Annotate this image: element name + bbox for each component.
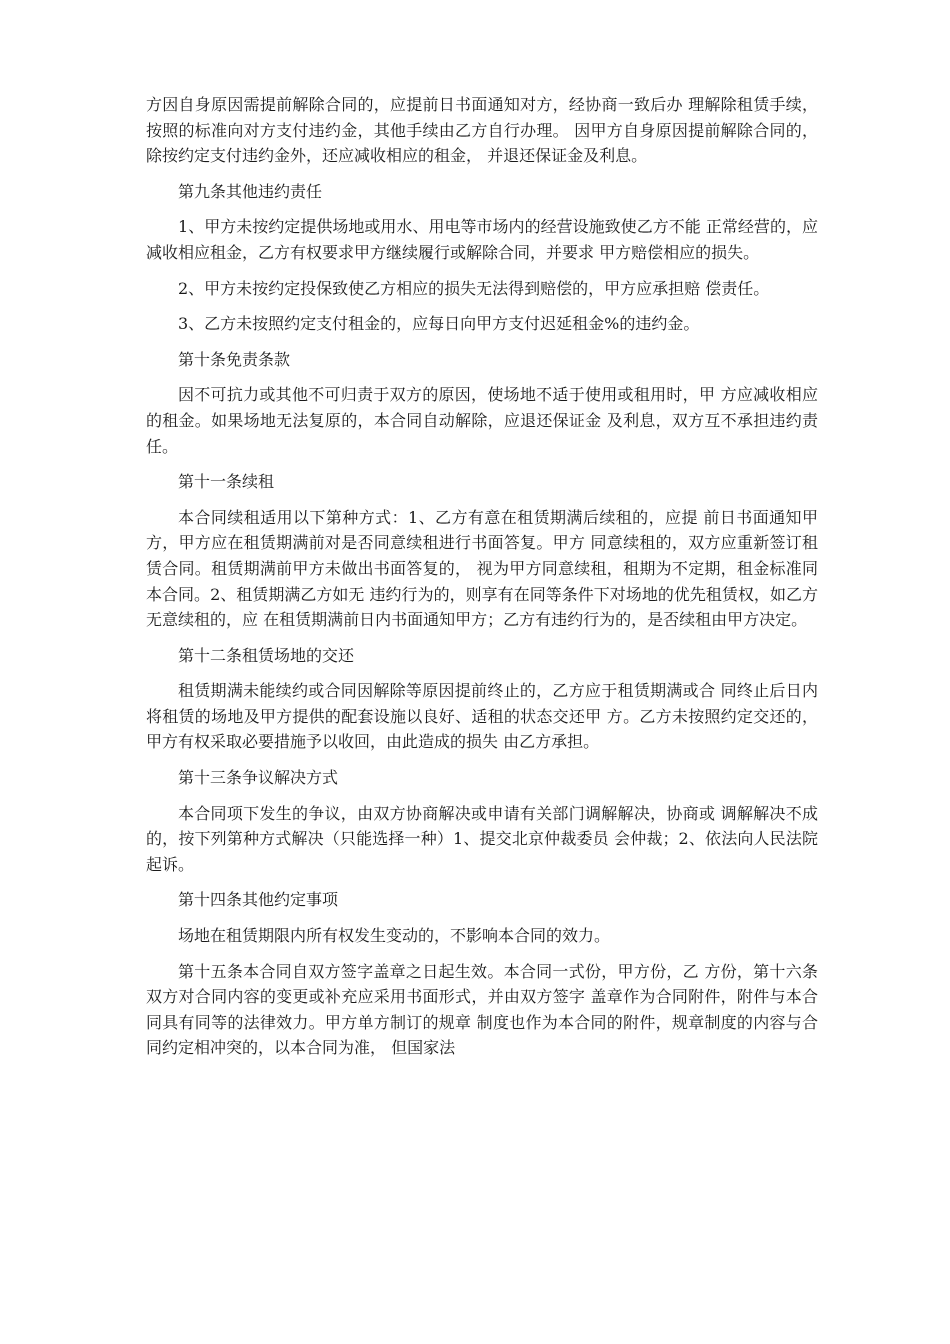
section-heading-article-13: 第十三条争议解决方式 [178,768,339,788]
paragraph: 第十五条本合同自双方签字盖章之日起生效。本合同一式份，甲方份，乙 方份，第十六条双方对合同内容的变更或补充应采用书面形式，并由双方签字 盖章作为合同附件，附件与本合同具有同等的法律效力。甲方单方制订的规章 制度也作为本合同的附件，规章制度的内容与合同约定相冲突的，以本合同为准， 但国家法 [146,961,818,1058]
paragraph: 2、甲方未按约定投保致使乙方相应的损失无法得到赔偿的，甲方应承担赔 偿责任。 [178,278,770,298]
paragraph-continuation: 方因自身原因需提前解除合同的，应提前日书面通知对方，经协商一致后办 理解除租赁手续，按照的标准向对方支付违约金，其他手续由乙方自行办理。 因甲方自身原因提前解除合同的，除按约定支付违约金外，还应减收相应的租金， 并退还保证金及利息。 [146,95,818,166]
section-heading-article-14: 第十四条其他约定事项 [178,890,339,910]
section-heading-article-11: 第十一条续租 [178,472,275,492]
section-heading-article-10: 第十条免责条款 [178,349,291,369]
paragraph: 3、乙方未按照约定支付租金的，应每日向甲方支付迟延租金%的违约金。 [178,314,700,334]
section-heading-article-12: 第十二条租赁场地的交还 [178,645,355,665]
section-heading-article-9: 第九条其他违约责任 [178,181,323,201]
paragraph: 本合同续租适用以下第种方式：1、乙方有意在租赁期满后续租的，应提 前日书面通知甲方，甲方应在租赁期满前对是否同意续租进行书面答复。甲方 同意续租的，双方应重新签订租赁合同。租赁期满前甲方未做出书面答复的， 视为甲方同意续租，租期为不定期，租金标准同本合同。2、租赁期满乙方如无 违约行为的，则享有在同等条件下对场地的优先租赁权，如乙方无意续租的，应 在租赁期满前日内书面通知甲方；乙方有违约行为的，是否续租由甲方决定。 [146,507,818,630]
paragraph: 因不可抗力或其他不可归责于双方的原因，使场地不适于使用或租用时，甲 方应减收相应的租金。如果场地无法复原的，本合同自动解除，应退还保证金 及利息，双方互不承担违约责任。 [146,385,818,456]
paragraph: 租赁期满未能续约或合同因解除等原因提前终止的，乙方应于租赁期满或合 同终止后日内将租赁的场地及甲方提供的配套设施以良好、适租的状态交还甲 方。乙方未按照约定交还的，甲方有权采取必要措施予以收回，由此造成的损失 由乙方承担。 [146,681,818,752]
paragraph: 本合同项下发生的争议，由双方协商解决或申请有关部门调解解决，协商或 调解解决不成的，按下列第种方式解决（只能选择一种）1、提交北京仲裁委员 会仲裁；2、依法向人民法院起诉。 [146,803,818,874]
paragraph: 场地在租赁期限内所有权发生变动的，不影响本合同的效力。 [178,926,611,946]
document-page [146,92,818,1071]
paragraph: 1、甲方未按约定提供场地或用水、用电等市场内的经营设施致使乙方不能 正常经营的，应减收相应租金，乙方有权要求甲方继续履行或解除合同，并要求 甲方赔偿相应的损失。 [146,217,818,262]
